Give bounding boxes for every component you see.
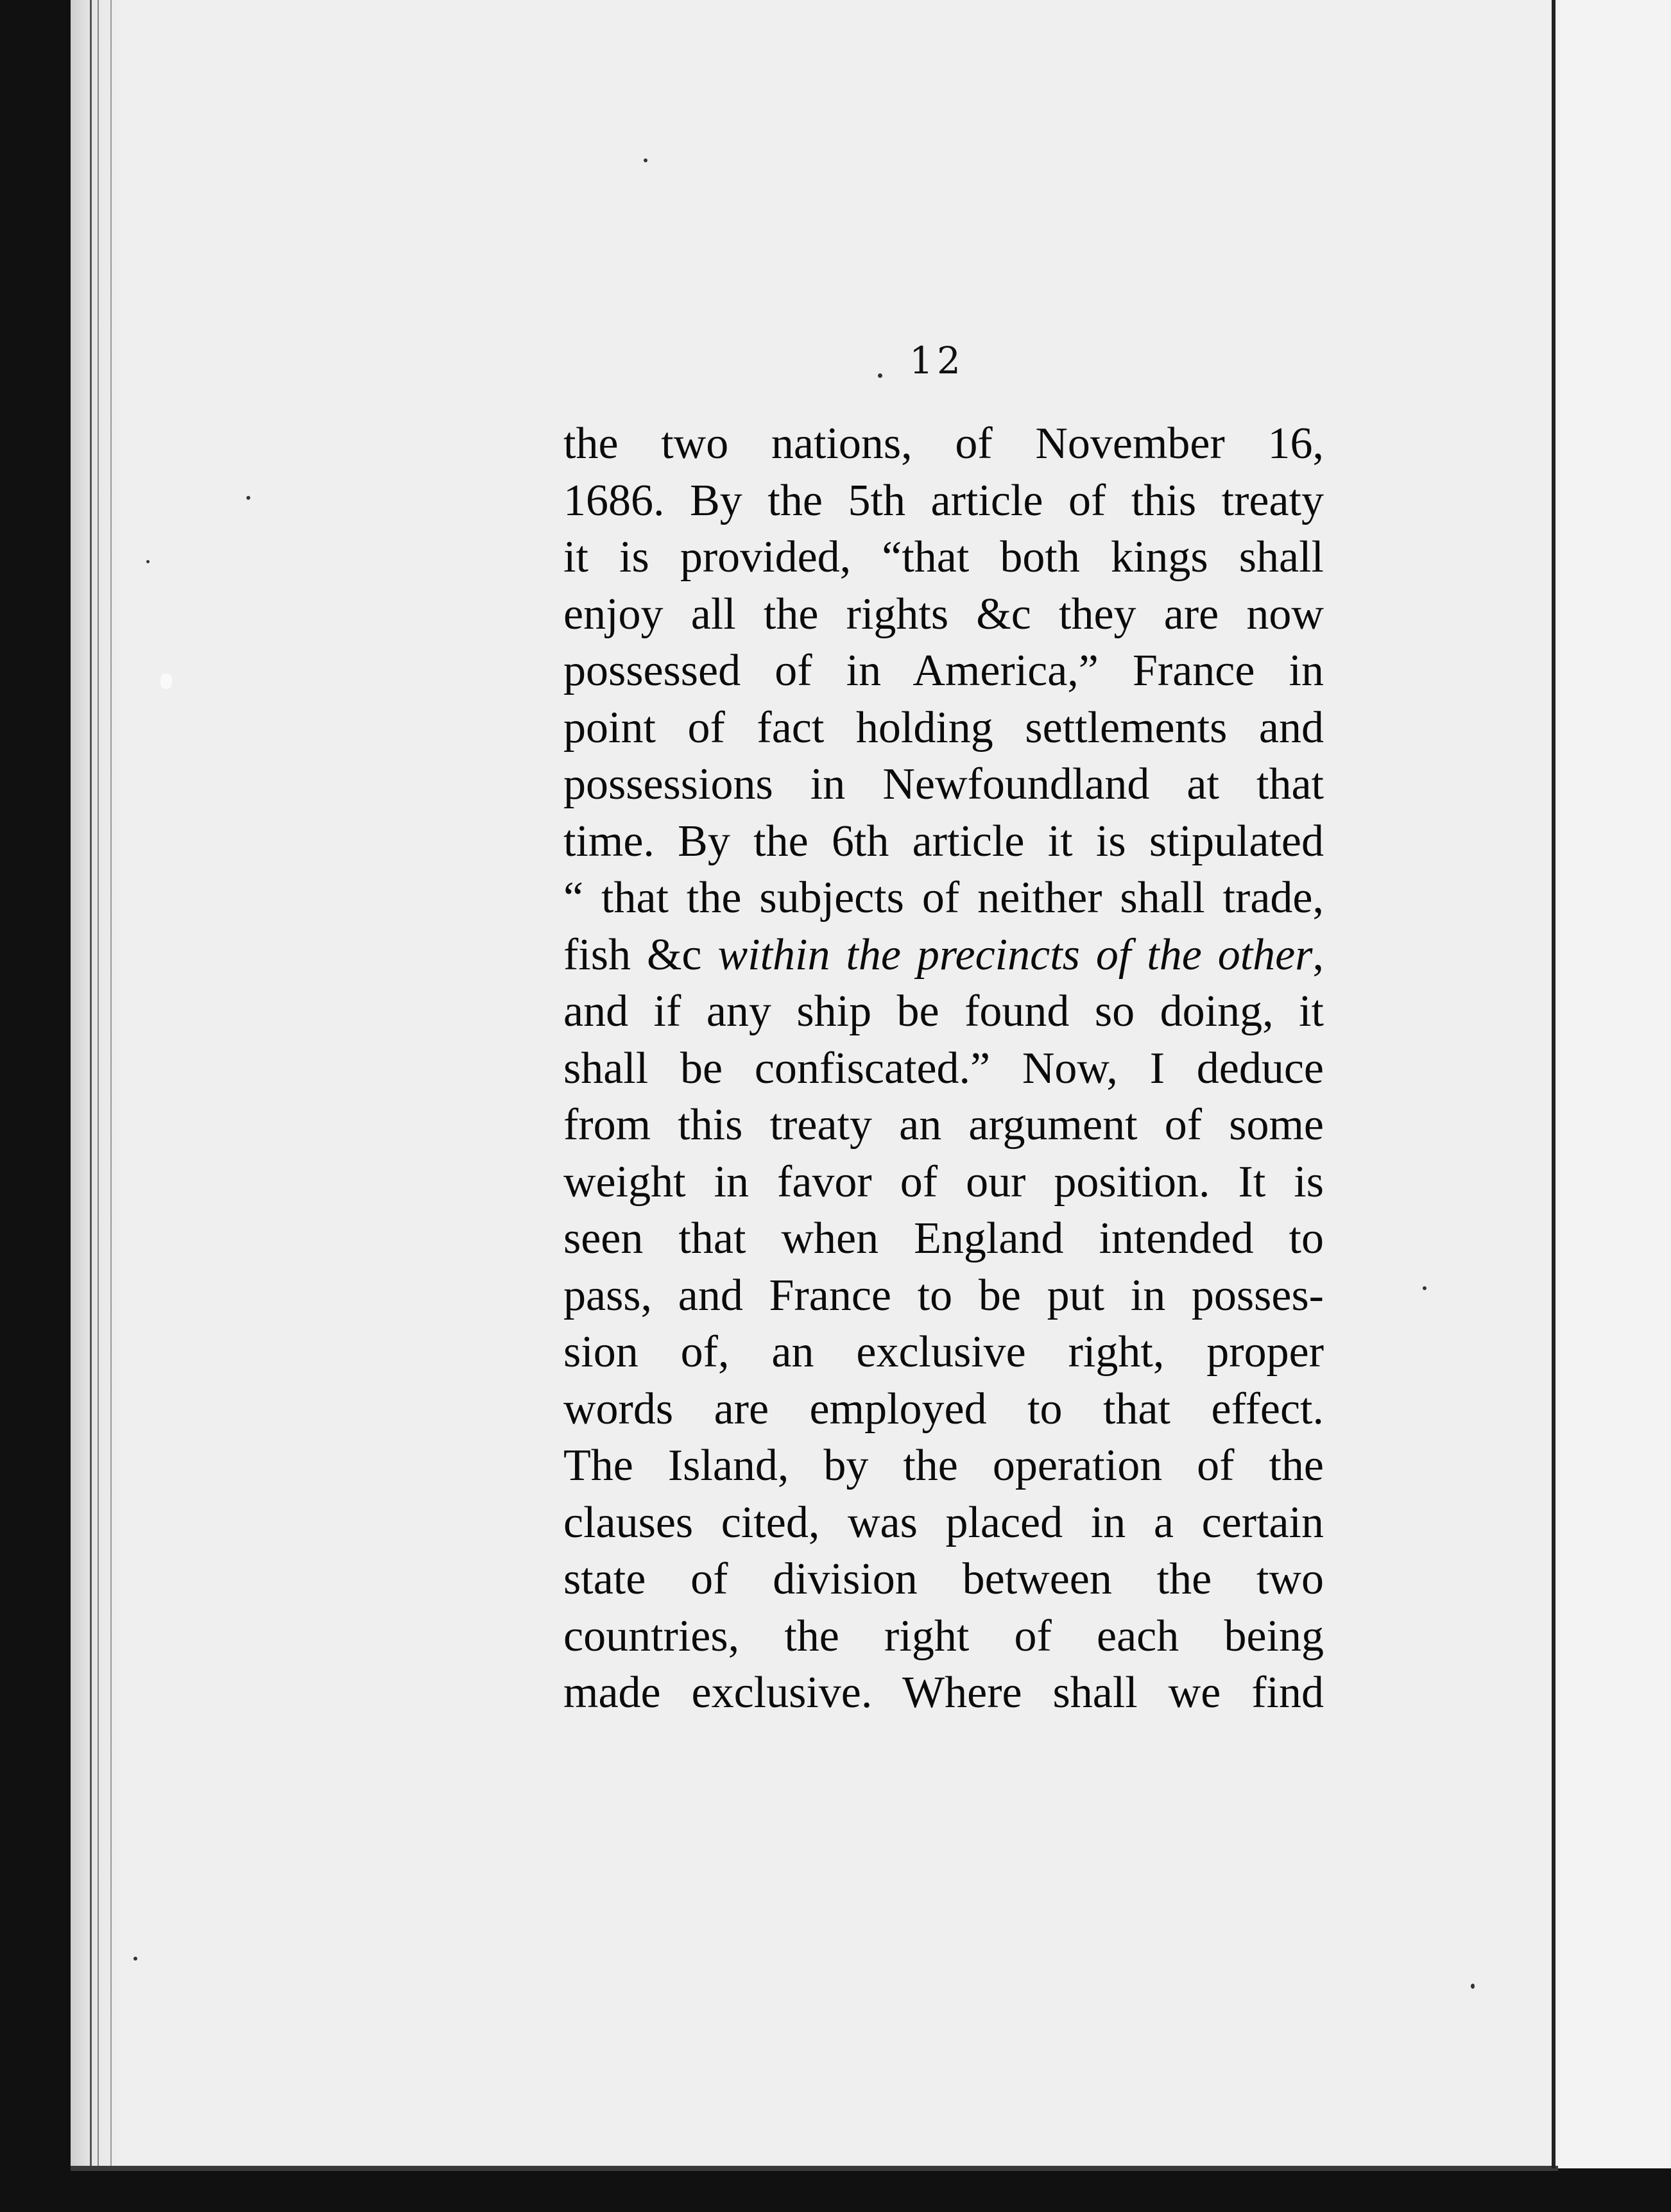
text-line: words are employed to that effect. [563, 1384, 1324, 1434]
text-line [563, 927, 1324, 984]
text-line: possessions in Newfoundland at that [563, 760, 1324, 809]
text-line: and if any ship be found so doing, it [563, 987, 1324, 1036]
paper-speck [146, 560, 150, 563]
page-bottom-edge [71, 2166, 1558, 2171]
binding-line [110, 0, 112, 2168]
text-line: countries, the right of each being [563, 1611, 1324, 1661]
text-line: pass, and France to be put in posses- [563, 1270, 1324, 1320]
italic-quotation: within the precincts of the other [717, 930, 1313, 980]
text-line: seen that when England intended to [563, 1214, 1324, 1263]
facing-page [1558, 0, 1671, 2168]
text-line: possessed of in America,” France in [563, 646, 1324, 695]
text-line: The Island, by the operation of the [563, 1441, 1324, 1490]
paper-blemish [160, 674, 172, 689]
page-gutter-shadow [71, 0, 122, 2168]
text-line: time. By the 6th article it is stipulated [563, 816, 1324, 866]
paper-speck [133, 1957, 137, 1961]
text-line: enjoy all the rights &c they are now [563, 589, 1324, 639]
facing-page-edge [1552, 0, 1555, 2168]
text-line: state of division between the two [563, 1554, 1324, 1604]
text-line: “ that the subjects of neither shall trade, [563, 873, 1324, 923]
text-line: clauses cited, was placed in a certain [563, 1497, 1324, 1547]
text-line: 1686. By the 5th article of this treaty [563, 475, 1324, 525]
text-line: made exclusive. Where shall we find [563, 1668, 1324, 1717]
page-number: 12 [909, 339, 964, 382]
text-line: the two nations, of November 16, [563, 419, 1324, 468]
paper-speck [1423, 1286, 1427, 1290]
body-text [563, 416, 1324, 1722]
text-segment: , [1312, 930, 1324, 980]
text-line: point of fact holding settlements and [563, 702, 1324, 753]
text-segment: fish &c [563, 930, 718, 980]
binding-line [98, 0, 99, 2168]
paper-speck [644, 158, 647, 162]
text-line: sion of, an exclusive right, proper [563, 1327, 1324, 1377]
paper-speck [1471, 1984, 1475, 1989]
paper-speck [246, 496, 250, 500]
binding-line [90, 0, 92, 2168]
text-line: it is provided, “that both kings shall [563, 532, 1324, 582]
text-line: weight in favor of our position. It is [563, 1157, 1324, 1207]
text-line: from this treaty an argument of some [563, 1100, 1324, 1150]
text-line: shall be confiscated.” Now, I deduce [563, 1043, 1324, 1093]
